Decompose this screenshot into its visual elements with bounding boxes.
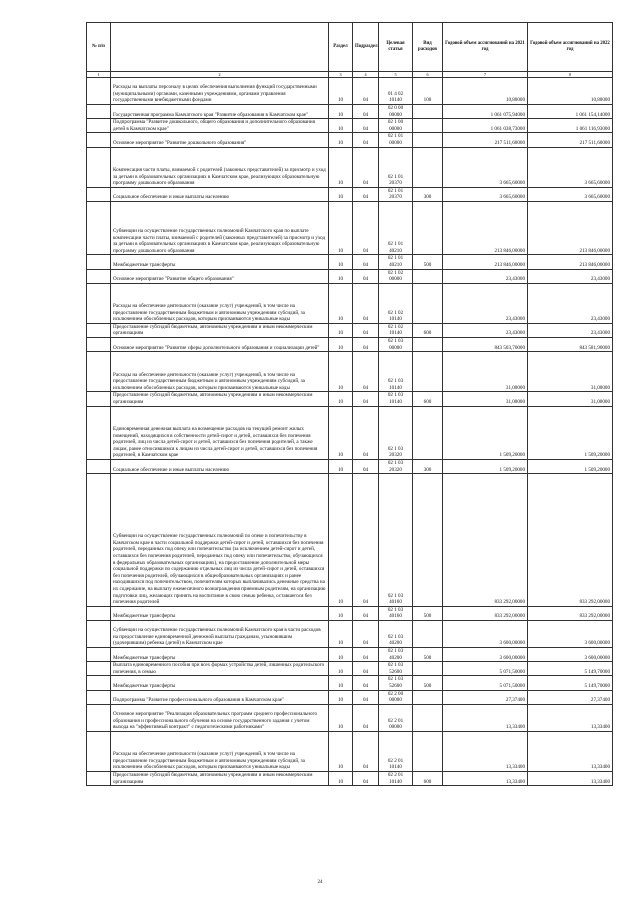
- row-2021-cell: 31,00000: [443, 352, 528, 392]
- table-row: [87, 460, 613, 474]
- row-2021-cell: 1 061 075,94000: [443, 105, 528, 119]
- row-2022-cell: 833 292,00000: [528, 606, 613, 620]
- row-number-cell: [87, 78, 111, 105]
- row-2022-cell: 23,43000: [528, 269, 613, 283]
- row-number-cell: [87, 187, 111, 201]
- table-row: [87, 406, 613, 459]
- row-number-cell: [87, 352, 111, 392]
- row-target-cell: 02 1 03 40160: [379, 606, 413, 620]
- row-target-cell: 02 1 03 52600: [379, 662, 413, 676]
- row-name-cell: Предоставление субсидий бюджетным, автономным учреждениям и иным некоммерческим организациям: [111, 771, 329, 785]
- row-expense-type-cell: [413, 352, 443, 392]
- row-target-cell: 02 1 00 00000: [379, 119, 413, 133]
- row-target-cell: 02 1 03 52600: [379, 676, 413, 690]
- row-number-cell: [87, 662, 111, 676]
- row-expense-type-cell: 300: [413, 187, 443, 201]
- row-subsection-cell: 04: [353, 255, 379, 269]
- row-2022-cell: 843 581,90000: [528, 338, 613, 352]
- table-row: [87, 474, 613, 607]
- row-subsection-cell: 04: [353, 648, 379, 662]
- row-2021-cell: 3 600,00000: [443, 648, 528, 662]
- row-expense-type-cell: [413, 147, 443, 187]
- table-row: [87, 133, 613, 147]
- row-2021-cell: 1 509,20000: [443, 406, 528, 459]
- row-2021-cell: 3 600,00000: [443, 621, 528, 648]
- row-expense-type-cell: 600: [413, 771, 443, 785]
- table-row: [87, 283, 613, 323]
- row-section-cell: 10: [329, 648, 353, 662]
- table-row: [87, 255, 613, 269]
- row-2021-cell: 10,80000: [443, 78, 528, 105]
- row-number-cell: [87, 406, 111, 459]
- row-expense-type-cell: 600: [413, 392, 443, 406]
- row-subsection-cell: 04: [353, 460, 379, 474]
- row-target-cell: 02 2 01 00000: [379, 704, 413, 731]
- row-expense-type-cell: 500: [413, 676, 443, 690]
- row-number-cell: [87, 704, 111, 731]
- row-section-cell: 10: [329, 406, 353, 459]
- row-section-cell: 10: [329, 676, 353, 690]
- row-number-cell: [87, 392, 111, 406]
- row-2022-cell: 5 149,70000: [528, 676, 613, 690]
- row-section-cell: 10: [329, 338, 353, 352]
- row-section-cell: 10: [329, 283, 353, 323]
- header-name: [111, 23, 329, 72]
- row-number-cell: [87, 648, 111, 662]
- row-subsection-cell: 04: [353, 201, 379, 254]
- row-2021-cell: 13,33400: [443, 771, 528, 785]
- row-expense-type-cell: 500: [413, 255, 443, 269]
- row-name-cell: Государственная программа Камчатского края "Развитие образования в Камчатском крае": [111, 105, 329, 119]
- row-subsection-cell: 04: [353, 119, 379, 133]
- row-name-cell: Подпрограмма "Развитие дошкольного, общего образования и дополнительного образования детей в Камчатском крае": [111, 119, 329, 133]
- row-target-cell: 02 1 03 20320: [379, 460, 413, 474]
- row-2022-cell: 31,00000: [528, 392, 613, 406]
- row-section-cell: 10: [329, 133, 353, 147]
- row-number-cell: [87, 338, 111, 352]
- row-section-cell: 10: [329, 187, 353, 201]
- row-target-cell: 02 2 01 10140: [379, 731, 413, 771]
- row-number-cell: [87, 771, 111, 785]
- table-row: [87, 105, 613, 119]
- row-expense-type-cell: 600: [413, 323, 443, 337]
- row-expense-type-cell: [413, 269, 443, 283]
- row-subsection-cell: 04: [353, 662, 379, 676]
- row-2021-cell: 27,37400: [443, 690, 528, 704]
- row-target-cell: 02 1 01 20370: [379, 147, 413, 187]
- column-number: 6: [413, 72, 443, 78]
- table-row: [87, 621, 613, 648]
- row-2022-cell: 1 061 154,14000: [528, 105, 613, 119]
- row-number-cell: [87, 731, 111, 771]
- table-row: [87, 704, 613, 731]
- row-number-cell: [87, 105, 111, 119]
- row-expense-type-cell: [413, 621, 443, 648]
- table-row: [87, 269, 613, 283]
- row-2022-cell: 213 846,00000: [528, 201, 613, 254]
- row-name-cell: Социальное обеспечение и иные выплаты населению: [111, 187, 329, 201]
- header-target: Целевая статья: [379, 23, 413, 72]
- row-2021-cell: 213 846,00000: [443, 255, 528, 269]
- row-2021-cell: 833 292,00000: [443, 606, 528, 620]
- row-name-cell: Подпрограмма "Развитие профессионального образования в Камчатском крае": [111, 690, 329, 704]
- budget-table: [86, 22, 613, 786]
- row-target-cell: 02 1 01 20370: [379, 187, 413, 201]
- row-expense-type-cell: [413, 133, 443, 147]
- row-2022-cell: 13,33400: [528, 704, 613, 731]
- row-subsection-cell: 04: [353, 392, 379, 406]
- row-number-cell: [87, 606, 111, 620]
- row-number-cell: [87, 269, 111, 283]
- row-2021-cell: 31,00000: [443, 392, 528, 406]
- table-row: [87, 147, 613, 187]
- row-section-cell: 10: [329, 621, 353, 648]
- header-2021: Годовой объем ассигнований на 2021 год: [443, 23, 528, 72]
- row-name-cell: Субвенции на осуществление государственных полномочий по опеке и попечительству в Камчатском крае в части социальной поддержки детей-сирот и детей, оставшихся без попечения родителей, переданных под опеку или попечительство (за исключением детей-сирот и детей, оставшихся без попечения родителей, переданных под опеку или попечительство, обучающихся в федеральных образовательных организациях), на предоставление дополнительной меры социальной поддержки по содержанию отдельных лиц из числа детей-сирот и детей, оставшихся без попечения родителей, обучающихся в общеобразовательных организациях и ранее находившихся под попечительством, попечителям которых выплачивались денежные средства на их содержание, на выплату ежемесячного вознаграждения приемным родителям, на организацию подготовки лиц, желающих принять на воспитание в свою семью ребенка, оставшегося без попечения родителей: [111, 474, 329, 607]
- row-target-cell: 01 4 02 10140: [379, 78, 413, 105]
- row-2022-cell: 217 511,60000: [528, 133, 613, 147]
- column-number: 1: [87, 72, 111, 78]
- row-name-cell: Основное мероприятие "Развитие сферы дополнительного образования и социализации детей": [111, 338, 329, 352]
- table-row: [87, 323, 613, 337]
- row-2022-cell: 13,33400: [528, 731, 613, 771]
- row-number-cell: [87, 283, 111, 323]
- table-row: [87, 676, 613, 690]
- column-number: 2: [111, 72, 329, 78]
- column-number: 4: [353, 72, 379, 78]
- column-number: 7: [443, 72, 528, 78]
- row-2022-cell: 1 509,20000: [528, 406, 613, 459]
- row-target-cell: 02 1 02 10140: [379, 283, 413, 323]
- table-row: [87, 78, 613, 105]
- row-subsection-cell: 04: [353, 147, 379, 187]
- row-number-cell: [87, 676, 111, 690]
- row-name-cell: Межбюджетные трансферты: [111, 648, 329, 662]
- row-name-cell: Межбюджетные трансферты: [111, 606, 329, 620]
- header-section: Раздел: [329, 23, 353, 72]
- table-row: [87, 352, 613, 392]
- row-section-cell: 10: [329, 474, 353, 607]
- row-target-cell: 02 1 03 40200: [379, 621, 413, 648]
- row-name-cell: Расходы на обеспечение деятельности (оказание услуг) учреждений, в том числе на предоставление государственным бюджетным и автономным учреждениям субсидий, за исключением обособленных расходов, которым присваиваются уникальные коды: [111, 352, 329, 392]
- row-name-cell: Единовременная денежная выплата на возмещение расходов на текущий ремонт жилых помещений, находящихся в собственности детей-сирот и детей, оставшихся без попечения родителей, лиц из числа детей-сирот и детей, оставшихся без попечения родителей, а также лицам, ранее относившимся к лицам из числа детей-сирот и детей, оставшихся без попечения родителей, в Камчатском крае: [111, 406, 329, 459]
- row-section-cell: 10: [329, 269, 353, 283]
- row-subsection-cell: 04: [353, 676, 379, 690]
- row-2021-cell: 23,43000: [443, 323, 528, 337]
- row-2022-cell: 3 600,00000: [528, 621, 613, 648]
- row-section-cell: 10: [329, 771, 353, 785]
- row-name-cell: Межбюджетные трансферты: [111, 255, 329, 269]
- row-expense-type-cell: 300: [413, 460, 443, 474]
- row-target-cell: 02 1 03 00000: [379, 338, 413, 352]
- table-row: [87, 662, 613, 676]
- row-target-cell: 02 1 02 10140: [379, 323, 413, 337]
- row-target-cell: 02 1 03 20320: [379, 406, 413, 459]
- row-subsection-cell: 04: [353, 283, 379, 323]
- header-subsection: Подраздел: [353, 23, 379, 72]
- row-2022-cell: 31,00000: [528, 352, 613, 392]
- row-2022-cell: 10,80000: [528, 78, 613, 105]
- row-expense-type-cell: 500: [413, 606, 443, 620]
- row-subsection-cell: 04: [353, 338, 379, 352]
- row-2021-cell: 13,33400: [443, 704, 528, 731]
- row-expense-type-cell: [413, 338, 443, 352]
- row-name-cell: Компенсация части платы, взимаемой с родителей (законных представителей) за присмотр и уход за детьми в образовательных организациях в Камчатском крае, реализующих образовательную программу дошкольного образования: [111, 147, 329, 187]
- row-2022-cell: 213 846,00000: [528, 255, 613, 269]
- row-2021-cell: 217 511,60000: [443, 133, 528, 147]
- row-2021-cell: 213 846,00000: [443, 201, 528, 254]
- row-number-cell: [87, 147, 111, 187]
- row-2022-cell: 3 665,60000: [528, 147, 613, 187]
- row-subsection-cell: 04: [353, 352, 379, 392]
- row-target-cell: 02 0 00 00000: [379, 105, 413, 119]
- row-section-cell: 10: [329, 662, 353, 676]
- row-section-cell: 10: [329, 201, 353, 254]
- table-row: [87, 771, 613, 785]
- row-target-cell: 02 1 01 00000: [379, 133, 413, 147]
- table-row: [87, 119, 613, 133]
- row-2021-cell: 1 061 038,73000: [443, 119, 528, 133]
- row-expense-type-cell: [413, 704, 443, 731]
- table-row: [87, 648, 613, 662]
- row-name-cell: Расходы на обеспечение деятельности (оказание услуг) учреждений, в том числе на предоставление государственным бюджетным и автономным учреждениям субсидий, за исключением обособленных расходов, которым присваиваются уникальные коды: [111, 283, 329, 323]
- header-2022: Годовой объем ассигнований на 2022 год: [528, 23, 613, 72]
- column-number: 8: [528, 72, 613, 78]
- row-subsection-cell: 04: [353, 406, 379, 459]
- row-expense-type-cell: [413, 283, 443, 323]
- row-target-cell: 02 2 00 00000: [379, 690, 413, 704]
- row-subsection-cell: 04: [353, 731, 379, 771]
- row-expense-type-cell: [413, 201, 443, 254]
- row-expense-type-cell: [413, 731, 443, 771]
- table-row: [87, 201, 613, 254]
- row-expense-type-cell: [413, 662, 443, 676]
- row-name-cell: Предоставление субсидий бюджетным, автономным учреждениям и иным некоммерческим организациям: [111, 323, 329, 337]
- row-section-cell: 10: [329, 105, 353, 119]
- column-number: 3: [329, 72, 353, 78]
- row-name-cell: Субвенции на осуществление государственных полномочий Камчатского края в части расходов на предоставление единовременной денежной выплаты гражданам, усыновившим (удочерившим) ребенка (детей) в Камчатском крае: [111, 621, 329, 648]
- row-name-cell: Социальное обеспечение и иные выплаты населению: [111, 460, 329, 474]
- row-subsection-cell: 04: [353, 323, 379, 337]
- row-section-cell: 10: [329, 323, 353, 337]
- row-section-cell: 10: [329, 606, 353, 620]
- row-number-cell: [87, 621, 111, 648]
- row-name-cell: Основное мероприятие "Реализация образовательных программ среднего профессионального образования и профессионального обучения на основе государственного задания с учетом выхода на "эффективный контракт" с педагогическими работниками": [111, 704, 329, 731]
- table-row: [87, 338, 613, 352]
- row-subsection-cell: 04: [353, 690, 379, 704]
- row-2022-cell: 3 665,60000: [528, 187, 613, 201]
- table-row: [87, 187, 613, 201]
- row-section-cell: 10: [329, 731, 353, 771]
- row-expense-type-cell: [413, 690, 443, 704]
- row-number-cell: [87, 133, 111, 147]
- row-2022-cell: 3 600,00000: [528, 648, 613, 662]
- row-2021-cell: 843 503,70000: [443, 338, 528, 352]
- row-2021-cell: 3 665,60000: [443, 187, 528, 201]
- row-name-cell: Субвенции на осуществление государственных полномочий Камчатского края по выплате компенсации части платы, взимаемой с родителей (законных представителей) за присмотр и уход за детьми в образовательных организациях в Камчатском крае, реализующих образовательную программу дошкольного образования: [111, 201, 329, 254]
- row-number-cell: [87, 474, 111, 607]
- row-2022-cell: 1 509,20000: [528, 460, 613, 474]
- row-subsection-cell: 04: [353, 269, 379, 283]
- row-2022-cell: 23,43000: [528, 283, 613, 323]
- row-section-cell: 10: [329, 704, 353, 731]
- row-target-cell: 02 1 03 40160: [379, 474, 413, 607]
- row-2022-cell: 13,33400: [528, 771, 613, 785]
- row-section-cell: 10: [329, 392, 353, 406]
- row-expense-type-cell: [413, 406, 443, 459]
- row-subsection-cell: 04: [353, 704, 379, 731]
- header-num: № п/п: [87, 23, 111, 72]
- row-subsection-cell: 04: [353, 78, 379, 105]
- row-expense-type-cell: [413, 119, 443, 133]
- row-2021-cell: 13,33400: [443, 731, 528, 771]
- row-target-cell: 02 1 02 00000: [379, 269, 413, 283]
- row-subsection-cell: 04: [353, 621, 379, 648]
- row-number-cell: [87, 323, 111, 337]
- row-2022-cell: 23,43000: [528, 323, 613, 337]
- row-subsection-cell: 04: [353, 133, 379, 147]
- row-section-cell: 10: [329, 119, 353, 133]
- row-name-cell: Предоставление субсидий бюджетным, автономным учреждениям и иным некоммерческим организациям: [111, 392, 329, 406]
- row-name-cell: Расходы на выплаты персоналу в целях обеспечения выполнения функций государственными (муниципальными) органами, казенными учреждениями, органами управления государственными внебюджетными фондами: [111, 78, 329, 105]
- row-number-cell: [87, 255, 111, 269]
- row-section-cell: 10: [329, 147, 353, 187]
- row-expense-type-cell: 500: [413, 648, 443, 662]
- row-target-cell: 02 1 03 40200: [379, 648, 413, 662]
- table-row: [87, 392, 613, 406]
- row-2021-cell: 3 665,60000: [443, 147, 528, 187]
- page-number: 24: [317, 880, 323, 885]
- row-target-cell: 02 1 03 10140: [379, 392, 413, 406]
- row-2021-cell: 23,43000: [443, 283, 528, 323]
- table-body: [87, 78, 613, 786]
- row-subsection-cell: 04: [353, 105, 379, 119]
- row-section-cell: 10: [329, 78, 353, 105]
- row-expense-type-cell: [413, 105, 443, 119]
- row-2021-cell: 833 292,00000: [443, 474, 528, 607]
- row-target-cell: 02 1 01 40210: [379, 255, 413, 269]
- column-number: 5: [379, 72, 413, 78]
- row-2022-cell: 5 149,70000: [528, 662, 613, 676]
- row-target-cell: 02 1 03 10140: [379, 352, 413, 392]
- row-2021-cell: 5 071,50000: [443, 662, 528, 676]
- row-expense-type-cell: [413, 474, 443, 607]
- row-target-cell: 02 2 01 10140: [379, 771, 413, 785]
- row-section-cell: 10: [329, 352, 353, 392]
- row-name-cell: Выплата единовременного пособия при всех формах устройства детей, лишенных родительского попечения, в семью: [111, 662, 329, 676]
- row-subsection-cell: 04: [353, 187, 379, 201]
- table-row: [87, 690, 613, 704]
- row-subsection-cell: 04: [353, 474, 379, 607]
- row-name-cell: Основное мероприятие "Развитие дошкольного образования": [111, 133, 329, 147]
- row-2021-cell: 1 509,20000: [443, 460, 528, 474]
- row-subsection-cell: 04: [353, 606, 379, 620]
- row-number-cell: [87, 460, 111, 474]
- row-subsection-cell: 04: [353, 771, 379, 785]
- row-2022-cell: 833 292,00000: [528, 474, 613, 607]
- row-target-cell: 02 1 01 40210: [379, 201, 413, 254]
- row-number-cell: [87, 119, 111, 133]
- row-name-cell: Основное мероприятие "Развитие общего образования": [111, 269, 329, 283]
- table-row: [87, 731, 613, 771]
- row-section-cell: 10: [329, 255, 353, 269]
- row-number-cell: [87, 690, 111, 704]
- row-2022-cell: 27,37400: [528, 690, 613, 704]
- row-expense-type-cell: 100: [413, 78, 443, 105]
- row-section-cell: 10: [329, 460, 353, 474]
- row-2021-cell: 5 071,50000: [443, 676, 528, 690]
- row-2022-cell: 1 061 116,93000: [528, 119, 613, 133]
- row-number-cell: [87, 201, 111, 254]
- row-name-cell: Расходы на обеспечение деятельности (оказание услуг) учреждений, в том числе на предоставление государственным бюджетным и автономным учреждениям субсидий, за исключением обособленных расходов, которым присваиваются уникальные коды: [111, 731, 329, 771]
- table-header-row: [87, 23, 613, 72]
- table-row: [87, 606, 613, 620]
- header-expense-type: Вид расходов: [413, 23, 443, 72]
- row-name-cell: Межбюджетные трансферты: [111, 676, 329, 690]
- row-2021-cell: 23,43000: [443, 269, 528, 283]
- row-section-cell: 10: [329, 690, 353, 704]
